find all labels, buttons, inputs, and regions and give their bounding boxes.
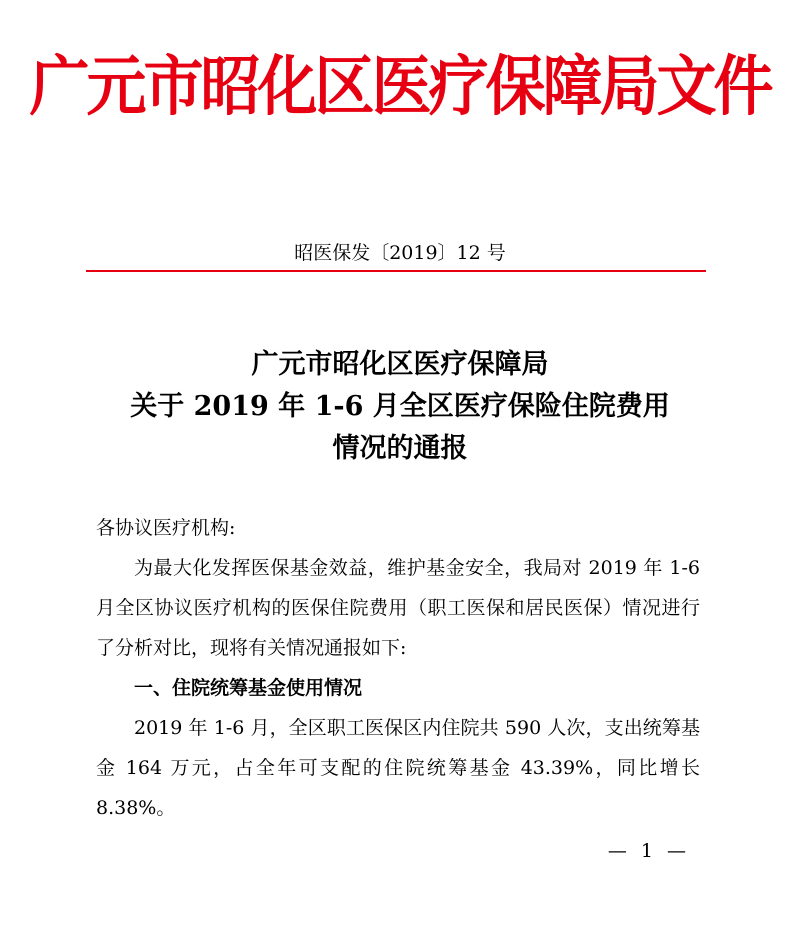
section-1-paragraph: 2019 年 1-6 月，全区职工医保区内住院共 590 人次，支出统筹基金 164 万元，占全年可支配的住院统筹基金 43.39%，同比增长 8.38%。 [96, 717, 700, 819]
document-title [0, 344, 800, 470]
section-heading-1: 一、住院统筹基金使用情况 [134, 677, 363, 699]
salutation: 各协议医疗机构: [96, 517, 236, 539]
title-line-2: 关于 2019 年 1-6 月全区医疗保险住院费用 [130, 391, 670, 422]
page-number: — 1 — [607, 840, 690, 862]
masthead-title: 广元市昭化区医疗保障局文件 [29, 49, 771, 125]
title-line-3: 情况的通报 [332, 433, 468, 464]
document-number: 昭医保发〔2019〕12 号 [294, 242, 506, 264]
red-divider-line [86, 270, 706, 272]
intro-paragraph: 为最大化发挥医保基金效益，维护基金安全，我局对 2019 年 1-6 月全区协议医疗机构的医保住院费用（职工医保和居民医保）情况进行了分析对比，现将有关情况通报如下: [96, 557, 700, 659]
document-body [96, 508, 700, 828]
title-line-1: 广元市昭化区医疗保障局 [251, 349, 549, 380]
